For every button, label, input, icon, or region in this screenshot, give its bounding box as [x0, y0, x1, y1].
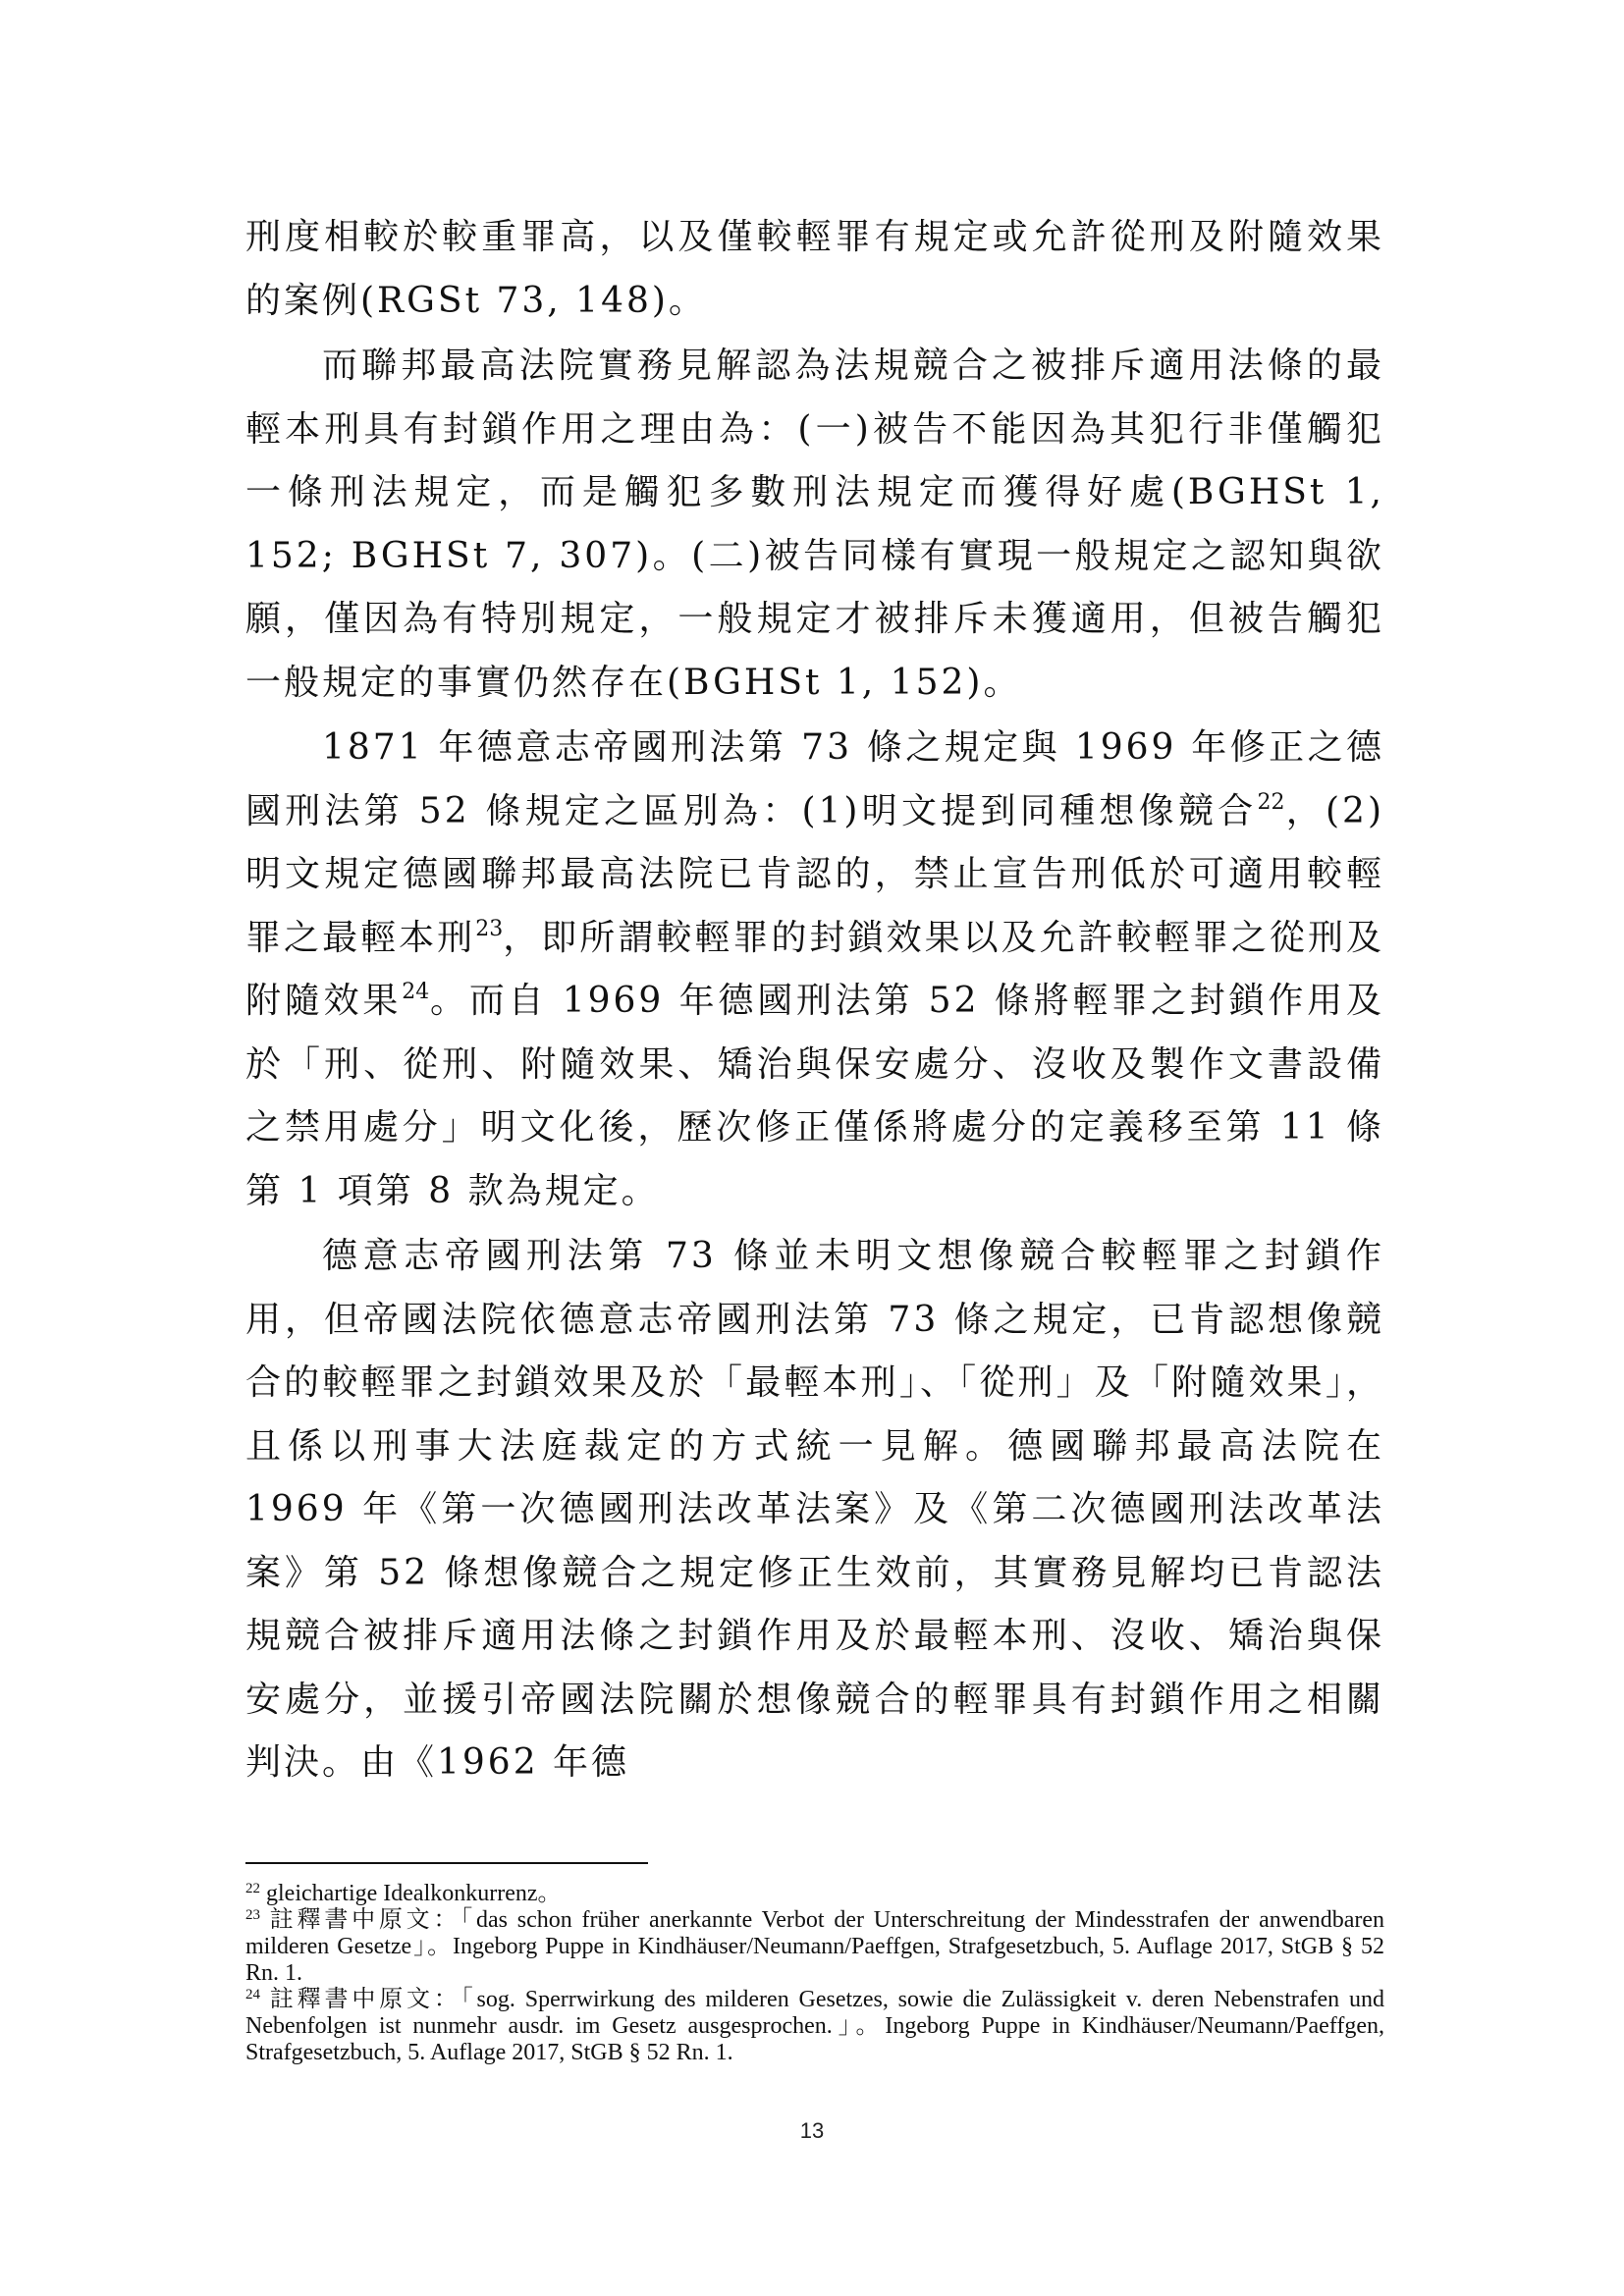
body-paragraph-2: 而聯邦最高法院實務見解認為法規競合之被排斥適用法條的最輕本刑具有封鎖作用之理由為：(一)被告不能因為其犯行非僅觸犯一條刑法規定，而是觸犯多數刑法規定而獲得好處(BGHSt 1, 152; BGHSt 7, 307)。(二)被告同樣有實現一般規定之認知與欲願，僅因為有特別規定，一般規定才被排斥未獲適用，但被告觸犯一般規定的事實仍然存在(BGHSt 1, 152)。	[245, 346, 1384, 703]
footnote-text: 註釋書中原文：「das schon früher anerkannte Verbot der Unterschreitung der Mindesstrafen der anwendbaren milderen Gesetze」。Ingeborg Puppe in Kindhäuser/Neumann/Paeffgen, Strafgesetzbuch, 5. Auflage 2017, StGB § 52 Rn. 1.	[245, 1907, 1384, 1986]
footnote-number: 23	[245, 1907, 260, 1923]
paragraph-3-text-c: ，即所謂較輕罪的封鎖效果以及允許較輕罪之從刑及附隨效果	[245, 917, 1384, 1021]
body-paragraph-3	[245, 717, 1384, 1223]
body-paragraph-4: 德意志帝國刑法第 73 條並未明文想像競合較輕罪之封鎖作用，但帝國法院依德意志帝國刑法第 73 條之規定，已肯認想像競合的較輕罪之封鎖效果及於「最輕本刑」、「從刑」及「附隨效果」，且係以刑事大法庭裁定的方式統一見解。德國聯邦最高法院在 1969 年《第一次德國刑法改革法案》及《第二次德國刑法改革法案》第 52 條想像競合之規定修正生效前，其實務見解均已肯認法規競合被排斥適用法條之封鎖作用及於最輕本刑、沒收、矯治與保安處分，並援引帝國法院關於想像競合的輕罪具有封鎖作用之相關判決。由《1962 年德	[245, 1236, 1384, 1783]
footnotes	[245, 1881, 1384, 2066]
footnote-separator	[245, 1862, 648, 1864]
body-paragraph-1: 刑度相較於較重罪高，以及僅較輕罪有規定或允許從刑及附隨效果的案例(RGSt 73, 148)。	[245, 217, 1384, 321]
paragraph-3-text-b: ，(2)明文規定德國聯邦最高法院已肯認的，禁止宣告刑低於可適用較輕罪之最輕本刑	[245, 790, 1384, 958]
page-number: 13	[799, 2118, 825, 2143]
page-body	[245, 206, 1384, 1797]
footnote-text: 註釋書中原文：「sog. Sperrwirkung des milderen Gesetzes, sowie die Zulässigkeit v. deren Nebenstrafen und Nebenfolgen ist nunmehr ausdr. im Gesetz ausgesprochen.」。Ingeborg Puppe in Kindhäuser/Neumann/Paeffgen, Strafgesetzbuch, 5. Auflage 2017, StGB § 52 Rn. 1.	[245, 1987, 1384, 2065]
footnote-ref-23[interactable]: 23	[475, 916, 504, 941]
footnote-number: 22	[245, 1881, 260, 1896]
footnote-number: 24	[245, 1987, 260, 2002]
footnote-23	[245, 1907, 1384, 1987]
footnote-ref-24[interactable]: 24	[402, 980, 430, 1004]
footnote-ref-22[interactable]: 22	[1257, 789, 1285, 815]
paragraph-3-text-a: 1871 年德意志帝國刑法第 73 條之規定與 1969 年修正之德國刑法第 52 條規定之區別為：(1)明文提到同種想像競合	[245, 727, 1384, 831]
footnote-text: gleichartige Idealkonkurrenz。	[266, 1881, 562, 1906]
footnote-24	[245, 1987, 1384, 2066]
paragraph-3-text-d: 。而自 1969 年德國刑法第 52 條將輕罪之封鎖作用及於「刑、從刑、附隨效果、矯治與保安處分、沒收及製作文書設備之禁用處分」明文化後，歷次修正僅係將處分的定義移至第 11 條第 1 項第 8 款為規定。	[245, 981, 1384, 1211]
footnote-22	[245, 1881, 1384, 1907]
